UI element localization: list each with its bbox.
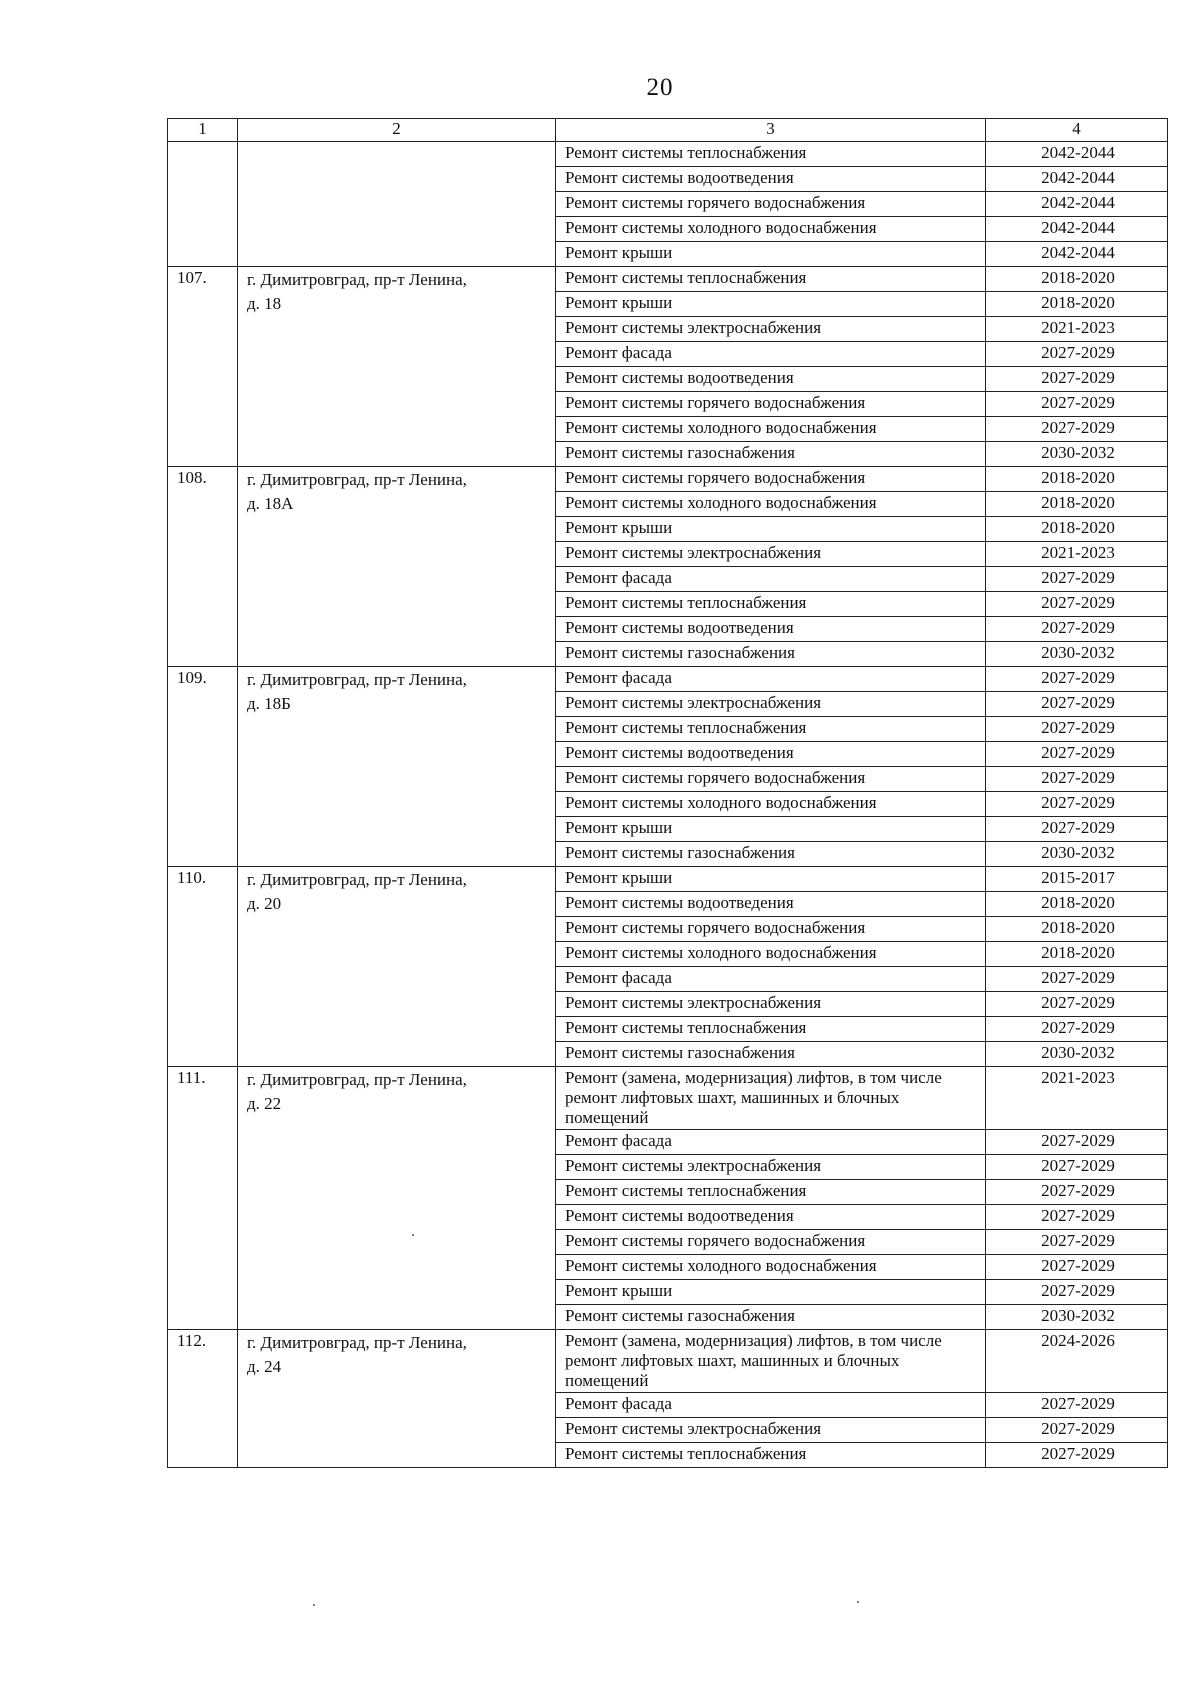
work-cell: Ремонт системы электроснабжения bbox=[556, 692, 986, 717]
work-cell: Ремонт системы электроснабжения bbox=[556, 317, 986, 342]
address-line: г. Димитровград, пр-т Ленина, bbox=[247, 470, 467, 489]
period-cell: 2027-2029 bbox=[986, 817, 1168, 842]
period-cell: 2027-2029 bbox=[986, 592, 1168, 617]
work-cell: Ремонт фасада bbox=[556, 342, 986, 367]
address-line: д. 22 bbox=[247, 1094, 282, 1113]
work-cell: Ремонт фасада bbox=[556, 1393, 986, 1418]
building-number: 107. bbox=[168, 267, 238, 467]
period-cell: 2021-2023 bbox=[986, 317, 1168, 342]
work-cell: Ремонт крыши bbox=[556, 292, 986, 317]
work-cell: Ремонт системы теплоснабжения bbox=[556, 592, 986, 617]
building-number: 109. bbox=[168, 667, 238, 867]
period-cell: 2030-2032 bbox=[986, 1305, 1168, 1330]
period-cell: 2021-2023 bbox=[986, 1067, 1168, 1130]
address-line: г. Димитровград, пр-т Ленина, bbox=[247, 1333, 467, 1352]
period-cell: 2027-2029 bbox=[986, 367, 1168, 392]
building-address bbox=[238, 667, 556, 867]
period-cell: 2027-2029 bbox=[986, 1230, 1168, 1255]
work-cell: Ремонт фасада bbox=[556, 1130, 986, 1155]
period-cell: 2027-2029 bbox=[986, 717, 1168, 742]
period-cell: 2027-2029 bbox=[986, 692, 1168, 717]
period-cell: 2027-2029 bbox=[986, 1017, 1168, 1042]
address-line: д. 24 bbox=[247, 1357, 282, 1376]
building-address bbox=[238, 467, 556, 667]
column-header: 3 bbox=[556, 119, 986, 142]
table-row bbox=[168, 267, 1168, 292]
table-row bbox=[168, 1067, 1168, 1130]
work-cell: Ремонт системы водоотведения bbox=[556, 1205, 986, 1230]
work-cell: Ремонт системы газоснабжения bbox=[556, 442, 986, 467]
period-cell: 2027-2029 bbox=[986, 792, 1168, 817]
table-row bbox=[168, 142, 1168, 167]
period-cell: 2042-2044 bbox=[986, 192, 1168, 217]
work-cell: Ремонт крыши bbox=[556, 242, 986, 267]
scan-speck bbox=[412, 1234, 414, 1236]
work-cell: Ремонт системы электроснабжения bbox=[556, 992, 986, 1017]
work-cell: Ремонт крыши bbox=[556, 817, 986, 842]
work-cell: Ремонт системы теплоснабжения bbox=[556, 1443, 986, 1468]
column-header: 4 bbox=[986, 119, 1168, 142]
period-cell: 2027-2029 bbox=[986, 1155, 1168, 1180]
table-row bbox=[168, 867, 1168, 892]
column-header: 2 bbox=[238, 119, 556, 142]
work-cell: Ремонт крыши bbox=[556, 867, 986, 892]
table-row bbox=[168, 667, 1168, 692]
period-cell: 2027-2029 bbox=[986, 567, 1168, 592]
work-cell: Ремонт системы электроснабжения bbox=[556, 542, 986, 567]
table-row bbox=[168, 1330, 1168, 1393]
period-cell: 2018-2020 bbox=[986, 917, 1168, 942]
period-cell: 2027-2029 bbox=[986, 1180, 1168, 1205]
work-cell: Ремонт системы водоотведения bbox=[556, 617, 986, 642]
work-cell: Ремонт системы холодного водоснабжения bbox=[556, 217, 986, 242]
address-line: г. Димитровград, пр-т Ленина, bbox=[247, 270, 467, 289]
period-cell: 2027-2029 bbox=[986, 1255, 1168, 1280]
period-cell: 2027-2029 bbox=[986, 1418, 1168, 1443]
period-cell: 2027-2029 bbox=[986, 1280, 1168, 1305]
work-cell: Ремонт крыши bbox=[556, 517, 986, 542]
address-line: г. Димитровград, пр-т Ленина, bbox=[247, 670, 467, 689]
period-cell: 2027-2029 bbox=[986, 342, 1168, 367]
building-number: 110. bbox=[168, 867, 238, 1067]
period-cell: 2030-2032 bbox=[986, 442, 1168, 467]
work-cell: Ремонт системы теплоснабжения bbox=[556, 142, 986, 167]
work-cell: Ремонт системы горячего водоснабжения bbox=[556, 467, 986, 492]
work-cell: Ремонт фасада bbox=[556, 967, 986, 992]
building-number: 112. bbox=[168, 1330, 238, 1468]
period-cell: 2042-2044 bbox=[986, 167, 1168, 192]
period-cell: 2027-2029 bbox=[986, 742, 1168, 767]
period-cell: 2027-2029 bbox=[986, 767, 1168, 792]
work-cell: Ремонт системы холодного водоснабжения bbox=[556, 492, 986, 517]
scan-speck bbox=[313, 1604, 315, 1606]
table-header-row bbox=[168, 119, 1168, 142]
period-cell: 2030-2032 bbox=[986, 1042, 1168, 1067]
period-cell: 2027-2029 bbox=[986, 1393, 1168, 1418]
work-cell: Ремонт системы горячего водоснабжения bbox=[556, 392, 986, 417]
period-cell: 2018-2020 bbox=[986, 467, 1168, 492]
work-cell: Ремонт системы электроснабжения bbox=[556, 1418, 986, 1443]
work-cell: Ремонт системы горячего водоснабжения bbox=[556, 192, 986, 217]
period-cell: 2015-2017 bbox=[986, 867, 1168, 892]
period-cell: 2042-2044 bbox=[986, 242, 1168, 267]
work-cell: Ремонт системы теплоснабжения bbox=[556, 1180, 986, 1205]
work-cell: Ремонт системы газоснабжения bbox=[556, 842, 986, 867]
period-cell: 2018-2020 bbox=[986, 492, 1168, 517]
period-cell: 2018-2020 bbox=[986, 267, 1168, 292]
work-cell: Ремонт системы холодного водоснабжения bbox=[556, 942, 986, 967]
period-cell: 2027-2029 bbox=[986, 1443, 1168, 1468]
period-cell: 2027-2029 bbox=[986, 967, 1168, 992]
period-cell: 2018-2020 bbox=[986, 517, 1168, 542]
period-cell: 2030-2032 bbox=[986, 842, 1168, 867]
scan-speck bbox=[857, 1601, 859, 1603]
address-cell bbox=[238, 142, 556, 267]
period-cell: 2042-2044 bbox=[986, 217, 1168, 242]
address-line: д. 18 bbox=[247, 294, 282, 313]
work-cell: Ремонт (замена, модернизация) лифтов, в том числе ремонт лифтовых шахт, машинных и блочных помещений bbox=[556, 1067, 986, 1130]
period-cell: 2018-2020 bbox=[986, 292, 1168, 317]
period-cell: 2027-2029 bbox=[986, 1205, 1168, 1230]
period-cell: 2027-2029 bbox=[986, 417, 1168, 442]
work-cell: Ремонт фасада bbox=[556, 667, 986, 692]
number-cell bbox=[168, 142, 238, 267]
address-line: д. 20 bbox=[247, 894, 282, 913]
period-cell: 2027-2029 bbox=[986, 667, 1168, 692]
work-cell: Ремонт системы горячего водоснабжения bbox=[556, 917, 986, 942]
period-cell: 2042-2044 bbox=[986, 142, 1168, 167]
building-address bbox=[238, 867, 556, 1067]
address-line: г. Димитровград, пр-т Ленина, bbox=[247, 1070, 467, 1089]
column-header: 1 bbox=[168, 119, 238, 142]
table-row bbox=[168, 467, 1168, 492]
address-line: д. 18А bbox=[247, 494, 294, 513]
address-line: д. 18Б bbox=[247, 694, 291, 713]
work-cell: Ремонт фасада bbox=[556, 567, 986, 592]
building-address bbox=[238, 267, 556, 467]
work-cell: Ремонт системы горячего водоснабжения bbox=[556, 767, 986, 792]
period-cell: 2030-2032 bbox=[986, 642, 1168, 667]
building-address bbox=[238, 1067, 556, 1330]
repair-schedule-table bbox=[167, 118, 1168, 1468]
work-cell: Ремонт системы газоснабжения bbox=[556, 1305, 986, 1330]
period-cell: 2024-2026 bbox=[986, 1330, 1168, 1393]
building-number: 111. bbox=[168, 1067, 238, 1330]
period-cell: 2018-2020 bbox=[986, 942, 1168, 967]
period-cell: 2021-2023 bbox=[986, 542, 1168, 567]
period-cell: 2027-2029 bbox=[986, 617, 1168, 642]
work-cell: Ремонт системы водоотведения bbox=[556, 367, 986, 392]
work-cell: Ремонт системы газоснабжения bbox=[556, 1042, 986, 1067]
work-cell: Ремонт системы водоотведения bbox=[556, 742, 986, 767]
work-cell: Ремонт системы холодного водоснабжения bbox=[556, 792, 986, 817]
work-cell: Ремонт системы водоотведения bbox=[556, 892, 986, 917]
work-cell: Ремонт системы холодного водоснабжения bbox=[556, 1255, 986, 1280]
period-cell: 2027-2029 bbox=[986, 1130, 1168, 1155]
work-cell: Ремонт системы электроснабжения bbox=[556, 1155, 986, 1180]
work-cell: Ремонт системы холодного водоснабжения bbox=[556, 417, 986, 442]
table-body bbox=[168, 142, 1168, 1468]
work-cell: Ремонт крыши bbox=[556, 1280, 986, 1305]
work-cell: Ремонт системы горячего водоснабжения bbox=[556, 1230, 986, 1255]
period-cell: 2018-2020 bbox=[986, 892, 1168, 917]
work-cell: Ремонт системы газоснабжения bbox=[556, 642, 986, 667]
work-cell: Ремонт системы теплоснабжения bbox=[556, 1017, 986, 1042]
period-cell: 2027-2029 bbox=[986, 992, 1168, 1017]
period-cell: 2027-2029 bbox=[986, 392, 1168, 417]
address-line: г. Димитровград, пр-т Ленина, bbox=[247, 870, 467, 889]
building-number: 108. bbox=[168, 467, 238, 667]
work-cell: Ремонт системы теплоснабжения bbox=[556, 267, 986, 292]
work-cell: Ремонт (замена, модернизация) лифтов, в том числе ремонт лифтовых шахт, машинных и блочных помещений bbox=[556, 1330, 986, 1393]
work-cell: Ремонт системы водоотведения bbox=[556, 167, 986, 192]
work-cell: Ремонт системы теплоснабжения bbox=[556, 717, 986, 742]
building-address bbox=[238, 1330, 556, 1468]
page-number: 20 bbox=[646, 74, 674, 101]
